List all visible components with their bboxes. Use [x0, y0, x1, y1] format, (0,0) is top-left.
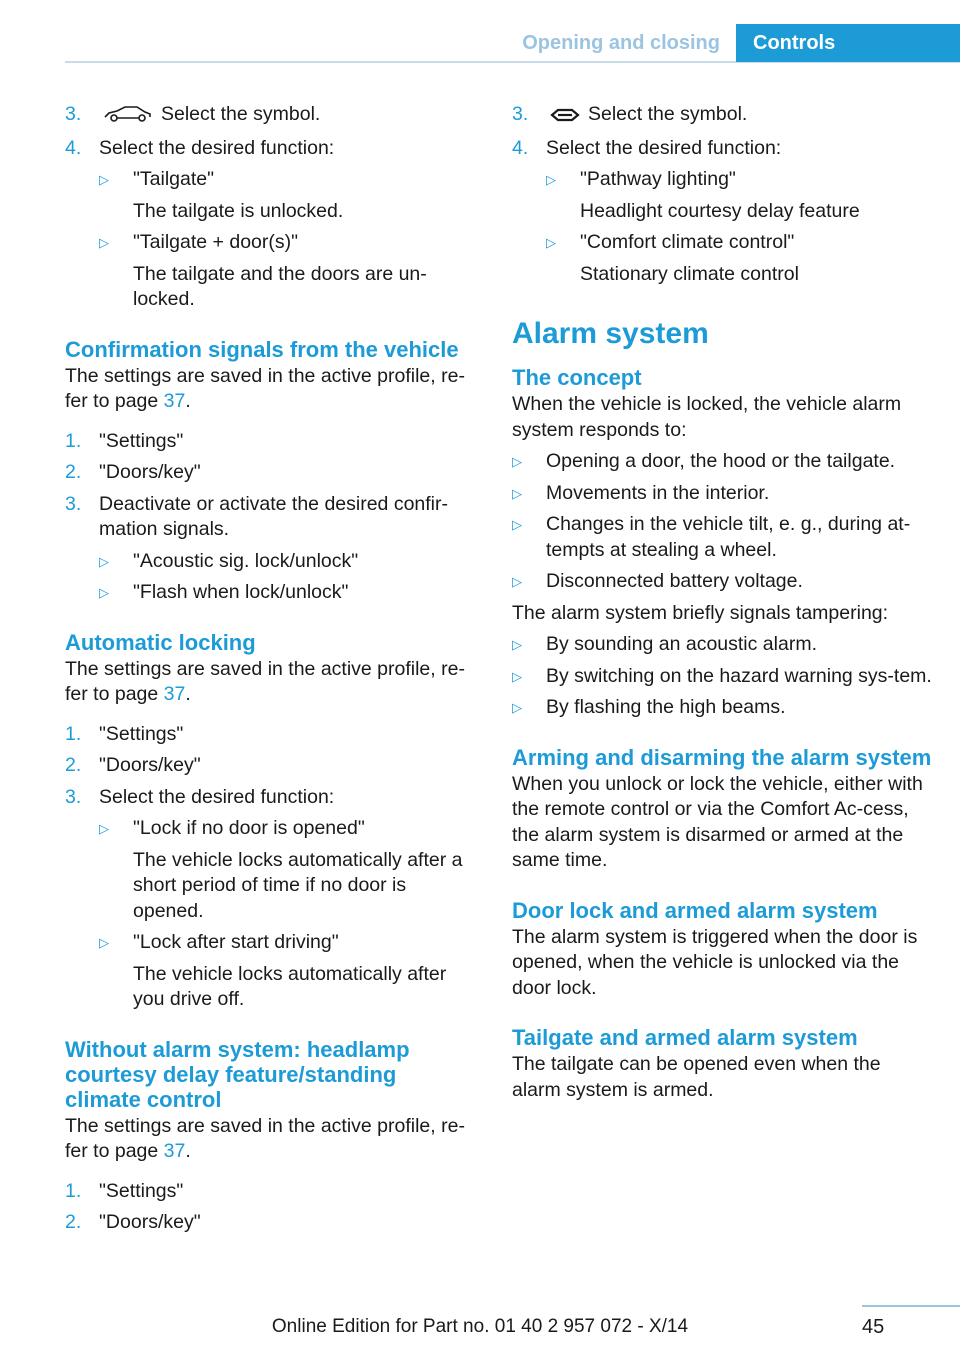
- list-item: 1. "Settings": [65, 1179, 184, 1202]
- header-chapter-tab: Controls: [736, 24, 960, 62]
- triangle-right-icon: ▷: [99, 585, 109, 600]
- option-lock-after-start: ▷ "Lock after start driving" The vehicle locks automatically after you drive off.: [99, 931, 447, 1010]
- triangle-right-icon: ▷: [512, 637, 522, 652]
- confirm-intro: The settings are saved in the active profile, re-fer to page 37.: [65, 364, 465, 412]
- page-link[interactable]: 37: [163, 1140, 186, 1162]
- page-link[interactable]: 37: [163, 683, 186, 705]
- list-item: 1. "Settings": [65, 429, 184, 452]
- list-item: 2. "Doors/key": [65, 1211, 201, 1233]
- triangle-right-icon: ▷: [546, 172, 556, 187]
- list-item: ▷ By flashing the high beams.: [512, 695, 932, 721]
- heading-tailgate-alarm: Tailgate and armed alarm system: [512, 1025, 858, 1050]
- right-column: [512, 102, 932, 1109]
- triangle-right-icon: ▷: [99, 235, 109, 250]
- list-item: ▷ "Flash when lock/unlock": [99, 580, 470, 606]
- left-column: [65, 102, 470, 1242]
- step-3: 3. Select the symbol.: [65, 102, 470, 130]
- heading-concept: The concept: [512, 365, 642, 390]
- heading-confirmation-signals: Confirmation signals from the vehicle: [65, 336, 459, 362]
- tailgate-text: The tailgate can be opened even when the alarm system is armed.: [512, 1053, 881, 1101]
- triangle-right-icon: ▷: [512, 485, 522, 501]
- heading-automatic-locking: Automatic locking: [65, 629, 256, 655]
- option-pathway-lighting: ▷ "Pathway lighting" Headlight courtesy delay feature: [546, 168, 860, 222]
- option-tailgate: ▷ "Tailgate" The tailgate is unlocked.: [99, 168, 344, 222]
- page-number: 45: [862, 1316, 885, 1338]
- list-item: ▷ Changes in the vehicle tilt, e. g., during at-tempts at stealing a wheel.: [512, 513, 911, 561]
- triangle-right-icon: ▷: [512, 700, 522, 715]
- triangle-right-icon: ▷: [512, 454, 522, 469]
- list-item: ▷ Disconnected battery voltage.: [512, 569, 932, 595]
- arming-text: When you unlock or lock the vehicle, either with the remote control or via the Comfort Ac-cess, the alarm system is disarmed or armed at the same time.: [512, 772, 923, 871]
- option-lock-no-door: ▷ "Lock if no door is opened" The vehicle locks automatically after a short period of time if no door is opened.: [99, 817, 463, 922]
- triangle-right-icon: ▷: [546, 235, 556, 250]
- autolock-intro: The settings are saved in the active profile, re-fer to page 37.: [65, 657, 465, 705]
- list-item: ▷ Movements in the interior.: [512, 481, 932, 507]
- list-item: 3. Deactivate or activate the desired confir-mation signals.: [65, 492, 449, 540]
- list-item: ▷ Opening a door, the hood or the tailgate.: [512, 449, 932, 475]
- triangle-right-icon: ▷: [512, 668, 522, 684]
- list-item: ▷ By switching on the hazard warning sys-tem.: [512, 664, 932, 690]
- step-4: 4. Select the desired function:: [512, 136, 782, 159]
- triangle-right-icon: ▷: [99, 172, 109, 187]
- heading-without-alarm: Without alarm system: headlamp courtesy delay feature/standing climate control: [65, 1036, 410, 1112]
- edition-label: Online Edition for Part no. 01 40 2 957 072 - X/14: [271, 1316, 689, 1337]
- list-item: 3. Select the desired function:: [65, 785, 335, 808]
- noalarm-intro: The settings are saved in the active profile, re-fer to page 37.: [65, 1114, 465, 1162]
- header-section-title: Opening and closing: [522, 32, 720, 54]
- heading-arming: Arming and disarming the alarm system: [512, 744, 932, 770]
- triangle-right-icon: ▷: [512, 517, 522, 532]
- triangle-right-icon: ▷: [99, 935, 109, 950]
- list-item: ▷ "Acoustic sig. lock/unlock": [99, 549, 470, 575]
- option-tailgate-doors: ▷ "Tailgate + door(s)" The tailgate and the doors are un-locked.: [99, 231, 427, 310]
- page-link[interactable]: 37: [163, 390, 186, 412]
- double-chevron-icon: [550, 104, 580, 130]
- list-item: 1. "Settings": [65, 722, 184, 745]
- footer-rule: [862, 1305, 960, 1307]
- signals-intro: The alarm system briefly signals tampering:: [512, 601, 889, 624]
- heading-alarm-system: Alarm system: [512, 317, 709, 350]
- option-comfort-climate: ▷ "Comfort climate control" Stationary climate control: [546, 231, 799, 285]
- list-item: 2. "Doors/key": [65, 754, 201, 776]
- triangle-right-icon: ▷: [512, 574, 522, 589]
- heading-door-lock: Door lock and armed alarm system: [512, 897, 878, 923]
- list-item: 2. "Doors/key": [65, 461, 201, 483]
- step-4: 4. Select the desired function:: [65, 136, 335, 159]
- doorlock-text: The alarm system is triggered when the door is opened, when the vehicle is unlocked via the door lock.: [512, 925, 918, 999]
- triangle-right-icon: ▷: [99, 821, 109, 836]
- step-3: 3. Select the symbol.: [512, 102, 932, 130]
- triangle-right-icon: ▷: [99, 553, 109, 569]
- concept-intro: When the vehicle is locked, the vehicle alarm system responds to:: [512, 393, 902, 441]
- list-item: ▷ By sounding an acoustic alarm.: [512, 632, 932, 658]
- car-icon: [103, 104, 153, 130]
